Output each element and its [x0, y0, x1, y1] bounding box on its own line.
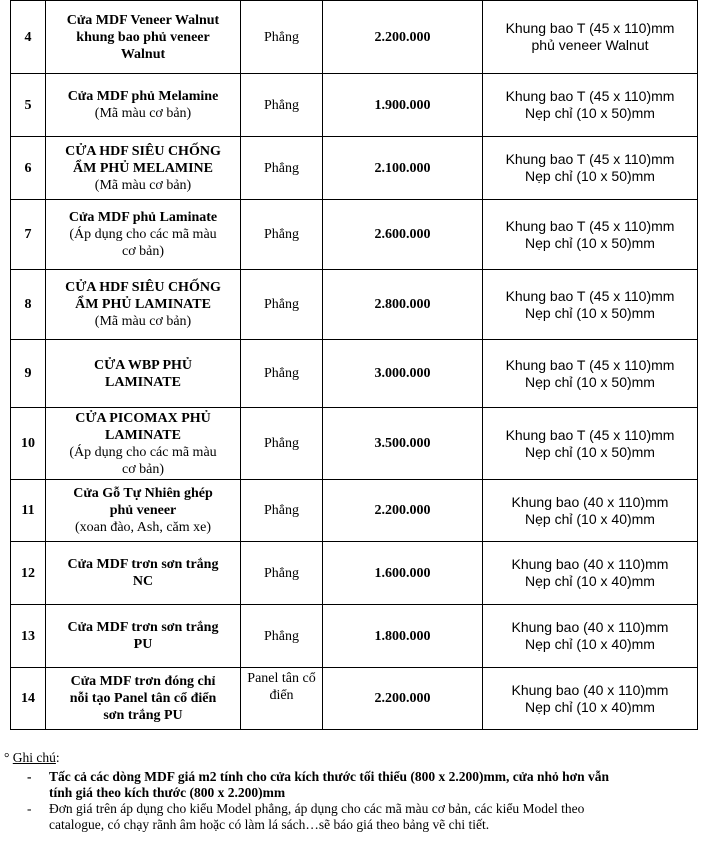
model-type — [241, 270, 323, 340]
frame-spec-line: Nẹp chỉ (10 x 40)mm — [525, 698, 655, 715]
frame-spec-line: Nẹp chỉ (10 x 50)mm — [525, 105, 655, 121]
product-name-line: PU — [133, 637, 153, 652]
table-row — [11, 270, 698, 340]
product-name-line: ẨM PHỦ LAMINATE — [75, 297, 211, 312]
frame-spec-line: Nẹp chỉ (10 x 50)mm — [525, 373, 655, 390]
model-type — [241, 74, 323, 137]
frame-spec-line: Nẹp chỉ (10 x 50)mm — [525, 443, 655, 460]
model-type-line: Phẳng — [264, 503, 299, 518]
model-type-line: Phẳng — [264, 227, 299, 242]
model-type — [241, 408, 323, 480]
product-note-line: (Áp dụng cho các mã màu — [69, 227, 217, 242]
model-type — [241, 340, 323, 408]
unit-price: 2.200.000 — [323, 668, 483, 730]
frame-spec — [483, 340, 698, 408]
frame-spec-line: Khung bao (40 x 110)mm — [511, 681, 669, 698]
note-line: tính giá theo kích thước (800 x 2.200)mm — [49, 785, 286, 800]
product-name — [46, 605, 241, 668]
unit-price: 2.800.000 — [323, 270, 483, 340]
table-row — [11, 74, 698, 137]
product-note — [69, 227, 216, 259]
product-note-line: cơ bản) — [122, 244, 164, 259]
note-line: catalogue, có chạy rãnh âm hoặc có làm lá sách…sẽ báo giá theo bảng vẽ chi tiết. — [49, 817, 490, 832]
frame-spec-line: Khung bao T (45 x 110)mm — [505, 287, 675, 304]
frame-spec — [483, 270, 698, 340]
frame-spec-line: Nẹp chỉ (10 x 50)mm — [525, 304, 655, 321]
unit-price: 2.200.000 — [323, 480, 483, 542]
table-row — [11, 408, 698, 480]
table-row — [11, 137, 698, 200]
frame-spec — [483, 1, 698, 74]
frame-spec-line: Khung bao T (45 x 110)mm — [505, 217, 675, 234]
frame-spec — [483, 542, 698, 605]
model-type — [241, 605, 323, 668]
product-name-line: LAMINATE — [105, 427, 181, 443]
price-table — [10, 0, 698, 730]
product-name-line: ẨM PHỦ MELAMINE — [73, 160, 213, 176]
product-name-line: Cửa MDF trơn sơn trắng — [67, 557, 219, 572]
product-note-line: cơ bản) — [122, 461, 164, 477]
product-name-line: CỬA PICOMAX PHỦ — [75, 410, 211, 426]
product-name — [46, 480, 241, 542]
product-name-line: khung bao phủ veneer — [76, 29, 210, 45]
table-row — [11, 1, 698, 74]
row-number: 5 — [11, 74, 46, 137]
product-name-line: Walnut — [120, 46, 166, 62]
product-name — [46, 408, 241, 480]
model-type — [241, 668, 323, 730]
row-number: 12 — [11, 542, 46, 605]
model-type-line: Phẳng — [264, 436, 299, 451]
table-row — [11, 542, 698, 605]
product-name — [46, 270, 241, 340]
product-name-line: nỗi tạo Panel tân cổ điển — [69, 691, 217, 706]
unit-price: 1.800.000 — [323, 605, 483, 668]
model-type — [241, 480, 323, 542]
row-number: 13 — [11, 605, 46, 668]
product-name-line: phủ veneer — [109, 503, 177, 518]
product-name — [46, 200, 241, 270]
unit-price: 2.200.000 — [323, 1, 483, 74]
note-bullet: - — [27, 769, 32, 784]
product-note-line: (xoan đào, Ash, căm xe) — [74, 520, 212, 535]
table-row — [11, 200, 698, 270]
product-name — [46, 542, 241, 605]
product-name-line: CỬA WBP PHỦ — [93, 357, 192, 373]
note-item — [27, 801, 707, 833]
model-type-line: Phẳng — [264, 97, 299, 113]
frame-spec — [483, 408, 698, 480]
model-type — [241, 1, 323, 74]
product-name-line: NC — [132, 574, 154, 589]
table-row — [11, 340, 698, 408]
product-note — [95, 314, 191, 329]
frame-spec-line: Khung bao T (45 x 110)mm — [505, 356, 675, 373]
note-line: Tấc cả các dòng MDF giá m2 tính cho cửa kích thước tối thiểu (800 x 2.200)mm, cửa nhỏ hơn vẫn — [49, 769, 609, 784]
product-name-line: Cửa MDF trơn đóng chỉ — [70, 674, 216, 689]
product-name — [46, 74, 241, 137]
notes-list — [27, 769, 707, 833]
model-type-line: Panel tân cổ — [247, 671, 316, 686]
frame-spec-line: Nẹp chỉ (10 x 40)mm — [525, 510, 655, 527]
product-name-line: Cửa MDF trơn sơn trắng — [67, 620, 219, 635]
product-name-line: Cửa Gỗ Tự Nhiên ghép — [73, 486, 213, 501]
row-number: 6 — [11, 137, 46, 200]
product-name-line: Cửa MDF phủ Laminate — [68, 210, 218, 225]
frame-spec-line: Nẹp chỉ (10 x 40)mm — [525, 573, 655, 589]
frame-spec — [483, 605, 698, 668]
note-item — [27, 769, 707, 801]
frame-spec — [483, 480, 698, 542]
product-note-line: (Mã màu cơ bản) — [94, 314, 192, 329]
product-note — [95, 106, 191, 121]
model-type-line: Phẳng — [264, 160, 299, 176]
product-name-line: CỬA HDF SIÊU CHỐNG — [65, 143, 221, 159]
product-note — [69, 445, 216, 477]
frame-spec — [483, 200, 698, 270]
model-type-line: Phẳng — [264, 29, 299, 45]
product-name — [46, 340, 241, 408]
model-type-line: Phẳng — [264, 628, 299, 644]
product-name-line: Cửa MDF phủ Melamine — [67, 89, 219, 104]
frame-spec-line: Nẹp chỉ (10 x 40)mm — [525, 636, 655, 652]
frame-spec-line: Khung bao (40 x 110)mm — [511, 556, 669, 572]
product-name — [46, 668, 241, 730]
product-note-line: (Áp dụng cho các mã màu — [69, 444, 217, 460]
product-name-line: LAMINATE — [105, 374, 181, 390]
product-name-line: sơn trắng PU — [103, 708, 183, 723]
product-note — [75, 520, 211, 535]
row-number: 14 — [11, 668, 46, 730]
row-number: 7 — [11, 200, 46, 270]
row-number: 4 — [11, 1, 46, 74]
model-type-line: Phẳng — [264, 565, 299, 581]
row-number: 10 — [11, 408, 46, 480]
frame-spec-line: Khung bao T (45 x 110)mm — [505, 20, 675, 36]
model-type — [241, 200, 323, 270]
notes-title: ° Ghi chú: — [4, 750, 60, 765]
row-number: 9 — [11, 340, 46, 408]
frame-spec-line: Khung bao T (45 x 110)mm — [505, 151, 675, 167]
table-row — [11, 480, 698, 542]
frame-spec — [483, 668, 698, 730]
unit-price: 3.500.000 — [323, 408, 483, 480]
unit-price: 3.000.000 — [323, 340, 483, 408]
frame-spec-line: Khung bao T (45 x 110)mm — [505, 88, 675, 104]
frame-spec-line: phủ veneer Walnut — [531, 37, 649, 53]
frame-spec-line: Nẹp chỉ (10 x 50)mm — [525, 234, 655, 251]
product-note-line: (Mã màu cơ bản) — [94, 177, 192, 193]
unit-price: 2.600.000 — [323, 200, 483, 270]
frame-spec-line: Khung bao (40 x 110)mm — [511, 619, 669, 635]
table-row — [11, 605, 698, 668]
frame-spec — [483, 137, 698, 200]
unit-price: 1.600.000 — [323, 542, 483, 605]
frame-spec-line: Nẹp chỉ (10 x 50)mm — [525, 168, 655, 184]
frame-spec-line: Khung bao T (45 x 110)mm — [505, 426, 675, 443]
row-number: 11 — [11, 480, 46, 542]
note-line: Đơn giá trên áp dụng cho kiểu Model phẳng, áp dụng cho các mã màu cơ bản, các kiểu Model theo — [49, 801, 585, 816]
product-note-line: (Mã màu cơ bản) — [94, 106, 192, 121]
unit-price: 2.100.000 — [323, 137, 483, 200]
product-name-line: Cửa MDF Veneer Walnut — [66, 12, 220, 28]
model-type-line: Phẳng — [264, 297, 299, 312]
product-name — [46, 1, 241, 74]
note-bullet: - — [27, 801, 32, 816]
product-note — [95, 178, 191, 193]
unit-price: 1.900.000 — [323, 74, 483, 137]
product-name — [46, 137, 241, 200]
frame-spec-line: Khung bao (40 x 110)mm — [511, 493, 669, 510]
model-type — [241, 137, 323, 200]
model-type-line: điển — [269, 688, 294, 703]
model-type — [241, 542, 323, 605]
frame-spec — [483, 74, 698, 137]
row-number: 8 — [11, 270, 46, 340]
table-row — [11, 668, 698, 730]
product-name-line: CỬA HDF SIÊU CHỐNG — [65, 280, 221, 295]
model-type-line: Phẳng — [264, 366, 299, 381]
